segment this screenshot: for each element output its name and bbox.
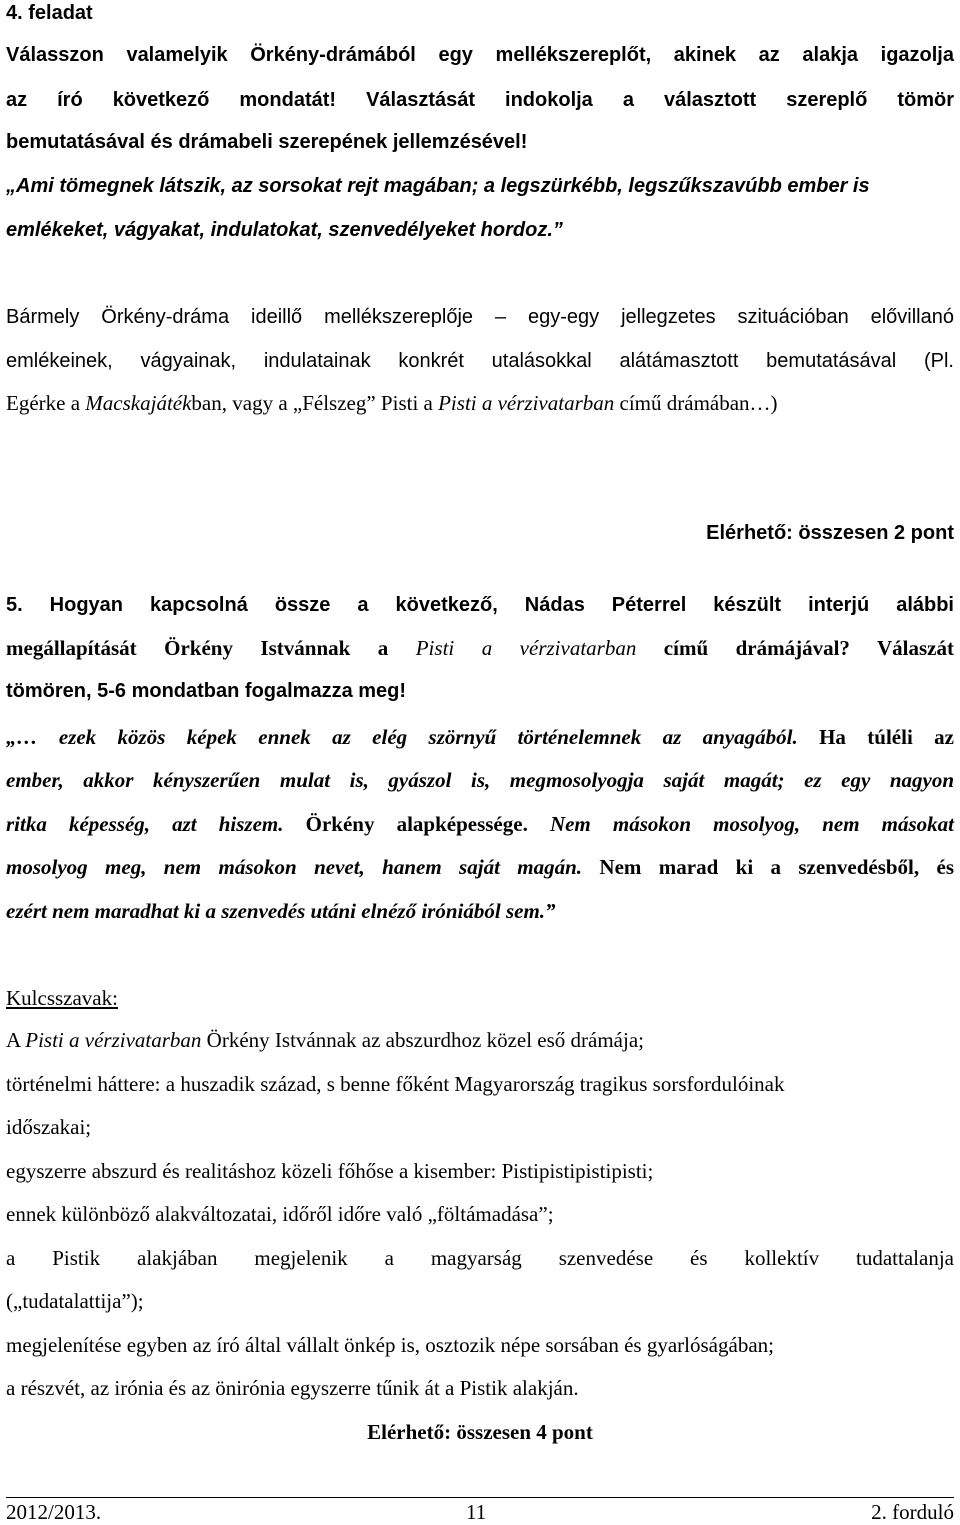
quote-text: Nem másokon mosolyog, nem másokat [527,812,954,836]
task4-question-line-1: Válasszon valamelyik Örkény-drámából egy mellékszereplőt, akinek az alakja igazolja [6,44,954,66]
task5-question-line-2 [6,636,954,661]
task5-question-line-3: tömören, 5-6 mondatban fogalmazza meg! [6,680,407,702]
answer-text: című drámában…) [614,391,778,415]
task4-quote-line-1: „Ami tömegnek látszik, az sorsokat rejt magában; a legszürkébb, legszűkszavúbb ember is [6,175,870,197]
keyword-line-4: egyszerre abszurd és realitáshoz közeli főhőse a kisember: Pistipistipistipisti; [6,1159,654,1183]
question-text: című drámájával? Válaszát [636,636,954,660]
work-title: Pisti a vérzivatarban [415,636,637,660]
quote-text: „… ezek közös képek ennek az elég szörnyű történelemnek az anyagából. [6,725,798,749]
task5-quote-line-5: ezért nem maradhat ki a szenvedés utáni elnéző iróniából sem.” [6,899,556,923]
keyword-line-5: ennek különböző alakváltozatai, időről időre való „föltámadása”; [6,1202,554,1226]
keyword-line-3: időszakai; [6,1115,92,1139]
keyword-line-2: történelmi háttere: a huszadik század, s benne főként Magyarország tragikus sorsfordulóinak [6,1072,785,1096]
keyword-line-1 [6,1028,954,1053]
task4-quote-line-2: emlékeket, vágyakat, indulatokat, szenvedélyeket hordoz.” [6,219,563,241]
task5-quote-line-3 [6,812,954,837]
answer-text: Egérke a [6,391,86,415]
task5-quote-line-1 [6,725,954,750]
work-title: Pisti a vérzivatarban [438,391,615,415]
footer-round: 2. forduló [871,1500,954,1524]
answer-text: ban, vagy a „Félszeg” Pisti a [191,391,439,415]
question-text: megállapítását Örkény Istvánnak a [6,636,416,660]
keyword-line-6: a Pistik alakjában megjelenik a magyarság szenvedése és kollektív tudattalanja [6,1246,954,1270]
keyword-text: A [6,1028,26,1052]
footer-divider [6,1497,954,1498]
task4-answer-line-1: Bármely Örkény-dráma ideillő mellékszereplője – egy-egy jellegzetes szituációban elővillanó [6,306,954,328]
quote-text-upright: Örkény alapképessége. [283,812,528,836]
quote-text-upright: Nem marad ki a szenvedésből, és [582,855,955,879]
task4-answer-line-2: emlékeinek, vágyainak, indulatainak konkrét utalásokkal alátámasztott bemutatásával (Pl. [6,350,954,372]
work-title: Macskajáték [85,391,192,415]
quote-text: ritka képesség, azt hiszem. [6,812,284,836]
keyword-line-9: a részvét, az irónia és az önirónia egyszerre tűnik át a Pistik alakján. [6,1376,579,1400]
task5-quote-line-2: ember, akkor kényszerűen mulat is, gyászol is, megmosolyogja saját magát; ez egy nagyon [6,768,954,792]
quote-text-upright: Ha túléli az [797,725,954,749]
keywords-label: Kulcsszavak: [6,986,118,1010]
task5-quote-line-4 [6,855,954,880]
keyword-text: Örkény Istvánnak az abszurdhoz közel eső drámája; [201,1028,644,1052]
footer-school-year: 2012/2013. [6,1500,102,1524]
task5-points: Elérhető: összesen 4 pont [367,1420,593,1444]
quote-text: mosolyog meg, nem másokon nevet, hanem saját magán. [6,855,583,879]
task4-heading: 4. feladat [6,2,93,24]
footer-page-number: 11 [466,1500,487,1524]
keyword-line-8: megjelenítése egyben az író által vállalt önkép is, osztozik népe sorsában és gyarlóságában; [6,1333,774,1357]
task5-question-line-1: 5. Hogyan kapcsolná össze a következő, Nádas Péterrel készült interjú alábbi [6,594,954,616]
task4-points: Elérhető: összesen 2 pont [706,522,954,544]
task4-question-line-3: bemutatásával és drámabeli szerepének jellemzésével! [6,131,528,153]
task4-question-line-2: az író következő mondatát! Választását indokolja a választott szereplő tömör [6,89,954,111]
work-title: Pisti a vérzivatarban [25,1028,202,1052]
task4-answer-line-3 [6,391,954,416]
keyword-line-7: („tudatalattija”); [6,1289,144,1313]
